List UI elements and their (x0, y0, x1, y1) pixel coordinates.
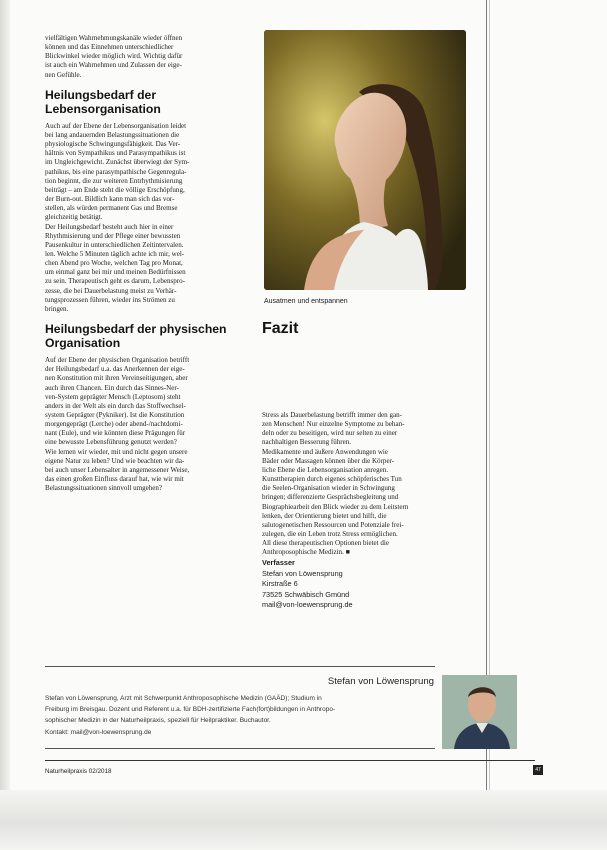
body-line: anders in der Welt als ein durch das Stoffwechsel- (45, 401, 186, 410)
body-line: Biographiearbeit den Blick wieder zu dem Leitstern (262, 502, 409, 511)
intro-line: nen Gefühle. (45, 70, 82, 79)
bio-line: sophischer Medizin in der Naturheilpraxis, speziell für Heilpraktiker. Buchautor. (45, 717, 271, 725)
body-line: Pausenkultur in unterschiedlichen Zeitintervalen. (45, 240, 184, 249)
intro-line: ist auch ein Wahrnehmen und Zulassen der eige- (45, 61, 182, 70)
body-line: tion beginnt, die zur weiteren Entrhythmisierung (45, 176, 183, 185)
footer-journal: Naturheilpraxis 02/2018 (45, 768, 112, 775)
body-line: pathikus, bis eine parasympathische Gegenregula- (45, 167, 187, 176)
intro-line: können und das Einnehmen unterschiedlicher (45, 43, 174, 52)
body-line: Auch auf der Ebene der Lebensorganisation leidet (45, 121, 187, 130)
bio-name: Stefan von Löwensprung (327, 676, 434, 687)
page-fold-line (486, 0, 487, 790)
page-fold-line-shadow (489, 0, 490, 790)
body-line: tungsprozessen führen, wieder ins Strömen zu (45, 295, 175, 304)
photo-caption: Ausatmen und entspannen (264, 298, 348, 305)
body-line: zen Menschen! Nur einzelne Symptome zu behan- (262, 420, 405, 429)
body-line: bei auch unser Lebensalter in angemessener Weise, (45, 465, 190, 474)
body-line: im Ungleichgewicht. Zunächst überwiegt der Sym- (45, 158, 190, 167)
right-column (262, 411, 465, 558)
intro-line: Blickwinkel wieder möglich wird. Wichtig dafür (45, 52, 183, 61)
body-line: gleichzeitig betätigt. (45, 213, 103, 222)
photo-illustration (264, 30, 466, 290)
body-line: Medikamente und äußere Anwendungen wie (262, 447, 389, 456)
body-line: physiologische Schwingungsfähigkeit. Das Ver- (45, 140, 181, 149)
author-address (262, 558, 353, 611)
bio-divider-bottom (45, 748, 435, 749)
body-line: Bäder oder Massagen können über die Körper- (262, 456, 395, 465)
body-line: um einmal ganz bei mir und meinen Bedürfnissen (45, 268, 186, 277)
body-line: die Seelen-Organisation wieder in Schwingung (262, 484, 395, 493)
body-line: salutogenetischen Ressourcen und Potenziale frei- (262, 520, 404, 529)
heading-physische-organisation: Heilungsbedarf der physischen Organisation (45, 322, 227, 351)
bio-text (45, 693, 435, 738)
portrait-illustration (442, 675, 517, 749)
body-line: zu sein. Therapeutisch geht es darum, Lebenspro- (45, 277, 185, 286)
body-line: All diese therapeutischen Optionen bietet die (262, 539, 389, 548)
body-line: eigene Natur zu leben? Und wie beachten wir da- (45, 456, 185, 465)
body-line: bei lang andauernden Belastungssituationen die (45, 130, 180, 139)
body-line: len. Welche 5 Minuten täglich achte ich mir, wel- (45, 249, 185, 258)
body-line: das einen großen Einfluss darauf hat, wie wir mit (45, 475, 184, 484)
body-line: nen Konstitution mit ihren Vereinseitigungen, aber (45, 374, 188, 383)
body-line: ven-System geprägter Mensch (Leptosom) steht (45, 392, 181, 401)
heading-fazit: Fazit (262, 320, 299, 337)
body-line: nant (Eule), und wie könnten diese Prägungen für (45, 429, 186, 438)
body-line: auch ihren Chancen. Ein durch das Sinnes-Ner- (45, 383, 179, 392)
scan-shadow-left (0, 0, 10, 850)
author-email-link[interactable]: mail@von-loewensprung.de (262, 600, 353, 609)
body-line: bringen. (45, 304, 69, 313)
body-line: eine bewusste Lebensführung genutzt werden? (45, 438, 177, 447)
body-line: zulegen, die ein Leben trotz Stress ermöglichen. (262, 530, 398, 539)
body-line: Rhythmisierung und der Pflege einer bewussten (45, 231, 181, 240)
author-street: Kirstraße 6 (262, 579, 298, 588)
bio-divider-top (45, 666, 435, 667)
body-line: nachhaltigen Besserung führen. (262, 438, 352, 447)
heading-lebensorganisation: Heilungsbedarf der Lebensorganisation (45, 87, 161, 116)
footer-rule (45, 760, 535, 761)
intro-line: vielfältigen Wahrnehmungskanäle wieder öffnen (45, 34, 183, 42)
left-column (45, 34, 253, 493)
body-line: Anthroposophische Medizin. ■ (262, 548, 350, 557)
body-line: beiträgt – am Ende steht die völlige Erschöpfung, (45, 185, 185, 194)
body-line: zesse, die bei Dauerbelastung meist zu Verhär- (45, 286, 177, 295)
author-label: Verfasser (262, 558, 295, 567)
author-portrait (442, 675, 517, 749)
page-number: 47 (533, 765, 543, 775)
body-line: stellen, als würden permanent Gas und Bremse (45, 204, 178, 213)
body-line: Belastungssituationen sinnvoll umgehen? (45, 484, 163, 493)
body-line: bringen; differenzierte Gesprächsbegleitung und (262, 493, 399, 502)
bio-line: Freiburg im Breisgau. Dozent und Referent u.a. für BDH-zertifizierte Fach(fort)bildungen in Anthropo- (45, 706, 336, 714)
author-city: 73525 Schwäbisch Gmünd (262, 589, 350, 599)
body-line: system Geprägter (Pykniker). Ist die Konstitution (45, 411, 185, 419)
bio-line: Stefan von Löwensprung, Arzt mit Schwerpunkt Anthroposophische Medizin (GAÄD); Studium in (45, 695, 322, 702)
body-line: hältnis von Sympathikus und Parasympathikus ist (45, 149, 186, 158)
section-lebensorganisation (45, 122, 253, 314)
body-line: liche Ebene die Lebensorganisation anregen. (262, 465, 389, 474)
body-line: lenken, der Orientierung bietet und hilft, die (262, 511, 387, 520)
woman-breathing-photo (264, 30, 466, 290)
body-line: Kunsttherapien durch eigenes schöpferisches Tun (262, 475, 402, 484)
body-line: Der Heilungsbedarf besteht auch hier in einer (45, 222, 174, 231)
body-line: der Burn-out. Bildlich kann man sich das vor- (45, 195, 175, 204)
body-line: Stress als Dauerbelastung betrifft immer den gan- (262, 411, 402, 419)
body-line: morgengeprägt (Lerche) oder abend-/nachtdomi- (45, 420, 183, 429)
body-line: Wie lernen wir wieder, mit und nicht gegen unsere (45, 447, 188, 456)
section-physische-organisation (45, 356, 253, 493)
bio-contact-link[interactable]: Kontakt: mail@von-loewensprung.de (45, 728, 152, 736)
body-line: Auf der Ebene der physischen Organisation betrifft (45, 356, 190, 365)
body-line: chen Abend pro Woche, welchen Tag pro Monat, (45, 259, 183, 268)
body-line: der Heilungsbedarf u.a. das Anerkennen der eige- (45, 365, 185, 374)
author-name: Stefan von Löwensprung (262, 568, 343, 578)
scan-shadow-bottom (0, 790, 607, 850)
body-line: deln oder zu beseitigen, wird nur selten zu einer (262, 429, 398, 438)
